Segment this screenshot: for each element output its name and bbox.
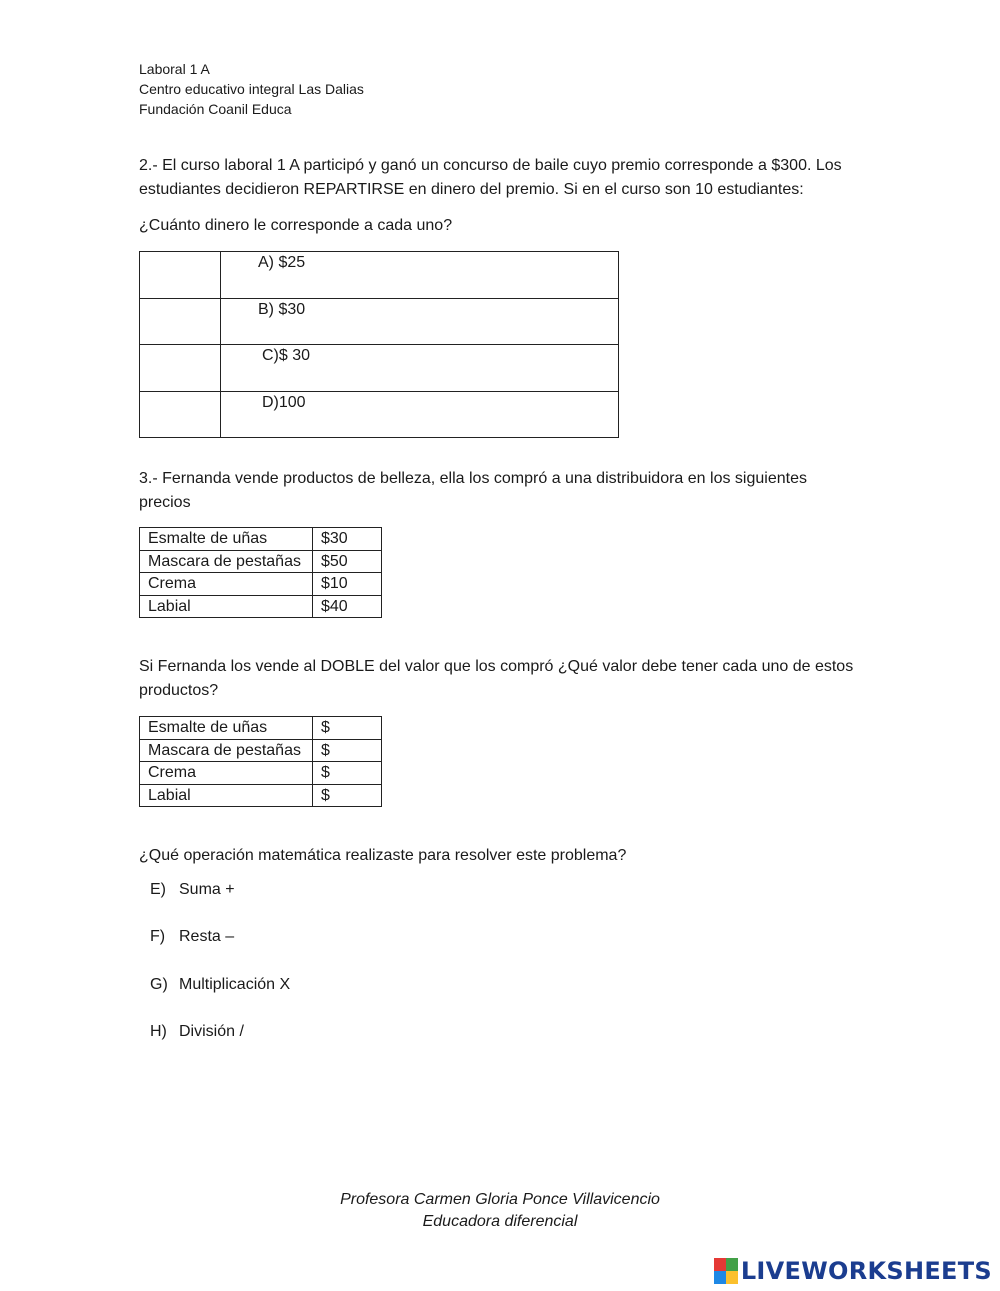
q2-statement: 2.- El curso laboral 1 A participó y ganó un concurso de baile cuyo premio corresponde a $300. Los estudiantes decidieron REPARTIRSE en dinero del premio. Si en el curso son 10 estudiantes: bbox=[139, 157, 842, 198]
logo-squares-icon bbox=[714, 1258, 738, 1284]
liveworksheets-logo bbox=[714, 1256, 992, 1286]
answer-price-input[interactable]: $ bbox=[313, 784, 382, 807]
choice-e[interactable] bbox=[150, 881, 235, 899]
header-school: Centro educativo integral Las Dalias bbox=[139, 81, 364, 97]
q3-statement: 3.- Fernanda vende productos de belleza, ella los compró a una distribuidora en los siguientes precios bbox=[139, 470, 807, 511]
table-row bbox=[140, 528, 382, 551]
answer-box-d[interactable] bbox=[140, 391, 221, 438]
answer-price-table bbox=[139, 716, 382, 807]
table-row bbox=[140, 717, 382, 740]
product-price: $40 bbox=[313, 595, 382, 618]
product-name: Labial bbox=[140, 595, 313, 618]
choice-text: Multiplicación X bbox=[179, 976, 291, 993]
answer-box-b[interactable] bbox=[140, 298, 221, 345]
product-name: Esmalte de uñas bbox=[140, 717, 313, 740]
teacher-signature bbox=[0, 1189, 1000, 1233]
q2-question: ¿Cuánto dinero le corresponde a cada uno? bbox=[139, 217, 453, 234]
product-name: Esmalte de uñas bbox=[140, 528, 313, 551]
choice-text: Suma + bbox=[179, 881, 235, 898]
q2-options-table bbox=[139, 251, 619, 438]
teacher-name: Profesora Carmen Gloria Ponce Villavicencio bbox=[340, 1191, 660, 1208]
choice-letter: F) bbox=[150, 928, 166, 945]
answer-price-input[interactable]: $ bbox=[313, 739, 382, 762]
choice-g[interactable] bbox=[150, 976, 290, 994]
operation-question: ¿Qué operación matemática realizaste para resolver este problema? bbox=[139, 847, 627, 864]
answer-box-a[interactable] bbox=[140, 252, 221, 299]
product-name: Labial bbox=[140, 784, 313, 807]
teacher-role: Educadora diferencial bbox=[422, 1213, 578, 1230]
table-row bbox=[140, 784, 382, 807]
product-price: $50 bbox=[313, 550, 382, 573]
price-table bbox=[139, 527, 382, 618]
choice-text: División / bbox=[179, 1023, 244, 1040]
answer-price-input[interactable]: $ bbox=[313, 717, 382, 740]
choice-f[interactable] bbox=[150, 928, 234, 946]
table-row bbox=[140, 345, 619, 392]
table-row bbox=[140, 595, 382, 618]
answer-box-c[interactable] bbox=[140, 345, 221, 392]
product-name: Mascara de pestañas bbox=[140, 739, 313, 762]
choice-letter: H) bbox=[150, 1023, 167, 1040]
option-b: B) $30 bbox=[221, 298, 619, 345]
product-price: $30 bbox=[313, 528, 382, 551]
choice-letter: G) bbox=[150, 976, 168, 993]
choice-h[interactable] bbox=[150, 1023, 244, 1041]
table-row bbox=[140, 550, 382, 573]
document-header bbox=[139, 59, 364, 119]
option-c: C)$ 30 bbox=[221, 345, 619, 392]
option-d: D)100 bbox=[221, 391, 619, 438]
product-price: $10 bbox=[313, 573, 382, 596]
table-row bbox=[140, 739, 382, 762]
product-name: Crema bbox=[140, 573, 313, 596]
q3-double-statement: Si Fernanda los vende al DOBLE del valor que los compró ¿Qué valor debe tener cada uno de estos productos? bbox=[139, 658, 854, 699]
table-row bbox=[140, 391, 619, 438]
option-a: A) $25 bbox=[221, 252, 619, 299]
choice-text: Resta – bbox=[179, 928, 235, 945]
choice-letter: E) bbox=[150, 881, 166, 898]
header-course: Laboral 1 A bbox=[139, 61, 210, 77]
product-name: Crema bbox=[140, 762, 313, 785]
header-foundation: Fundación Coanil Educa bbox=[139, 101, 292, 117]
logo-text: LIVEWORKSHEETS bbox=[740, 1257, 992, 1285]
product-name: Mascara de pestañas bbox=[140, 550, 313, 573]
table-row bbox=[140, 298, 619, 345]
table-row bbox=[140, 573, 382, 596]
table-row bbox=[140, 252, 619, 299]
answer-price-input[interactable]: $ bbox=[313, 762, 382, 785]
table-row bbox=[140, 762, 382, 785]
